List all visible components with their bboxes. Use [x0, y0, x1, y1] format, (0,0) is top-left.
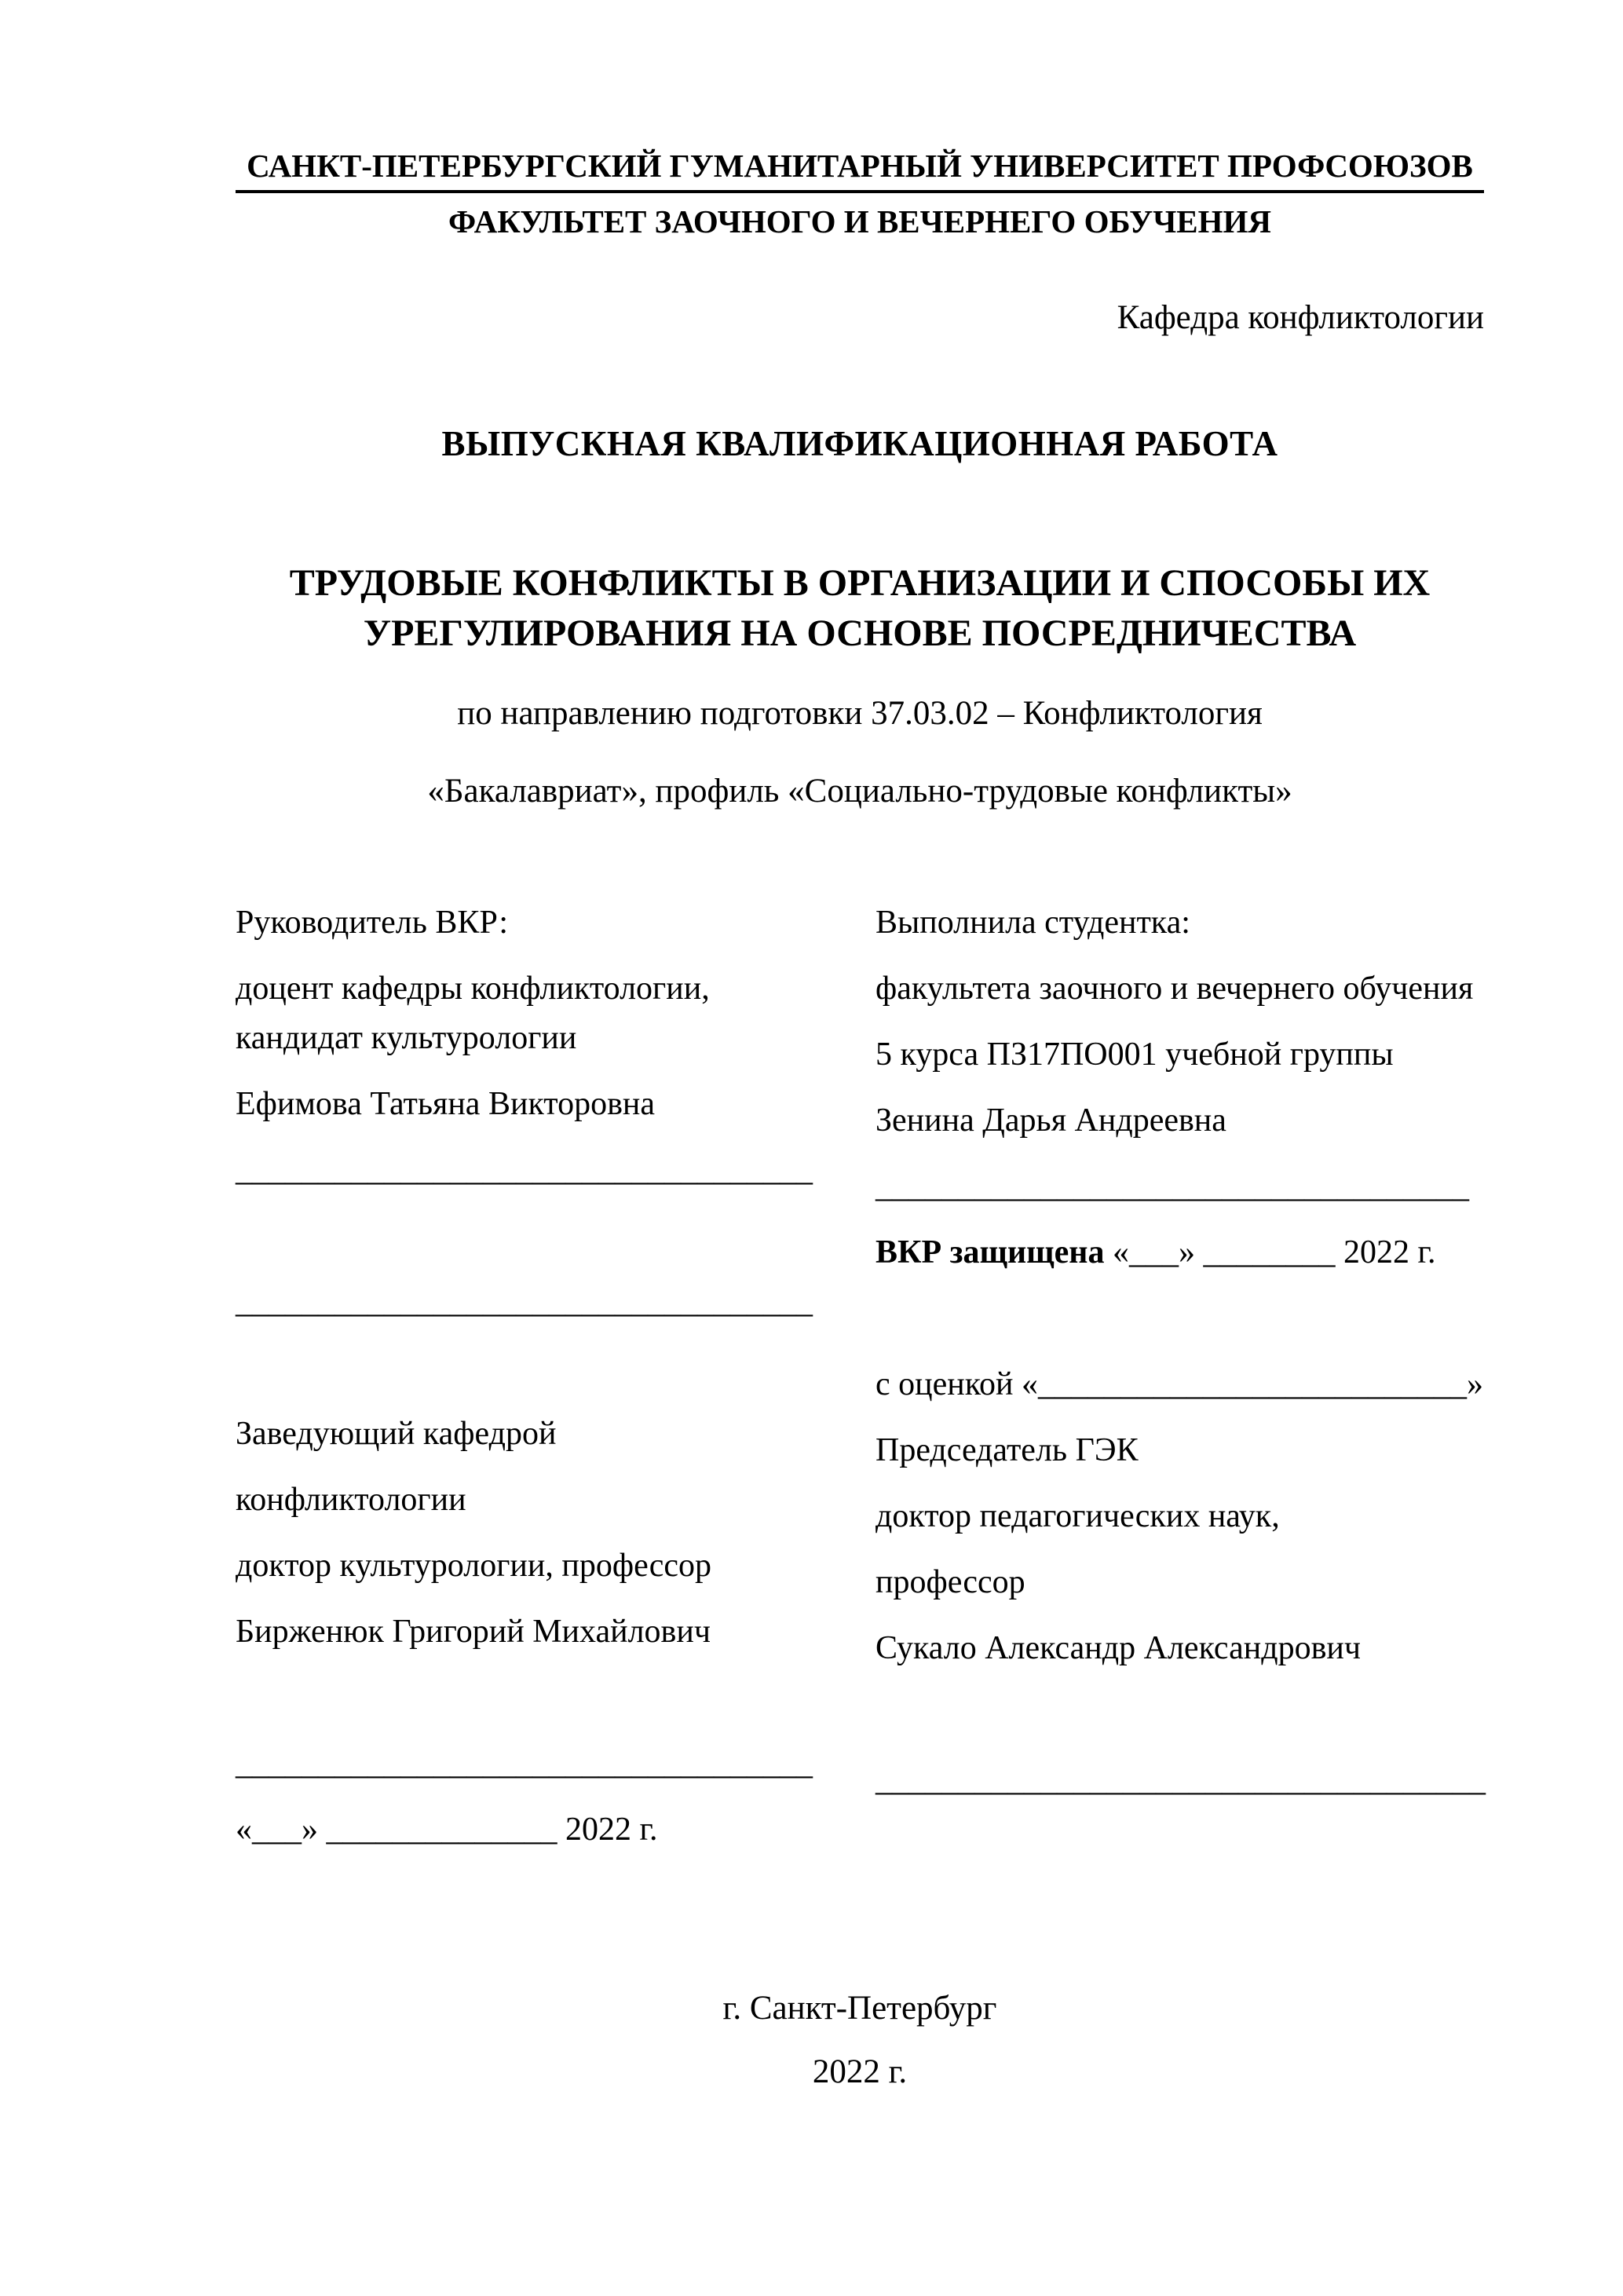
spacer	[875, 1690, 1486, 1739]
supervisor-position: доцент кафедры конфликтологии, кандидат культурологии	[236, 971, 710, 1057]
student-signature-line: ____________________________________	[875, 1168, 1469, 1205]
document-header	[236, 145, 1484, 243]
supervisor-signature-line-1: ___________________________________	[236, 1152, 813, 1189]
chair-position-line-2: профессор	[875, 1564, 1025, 1601]
student-label: Выполнила студентка:	[875, 905, 1190, 941]
head-label-line-2: конфликтологии	[236, 1482, 466, 1519]
supervisor-label: Руководитель ВКР:	[236, 905, 509, 941]
defended-label: ВКР защищена	[875, 1234, 1105, 1271]
student-faculty: факультета заочного и вечернего обучения	[875, 971, 1474, 1007]
chair-position-line-1: доктор педагогических наук,	[875, 1498, 1280, 1535]
head-position: доктор культурологии, профессор	[236, 1548, 712, 1585]
spacer	[875, 1294, 1486, 1344]
footer-city: г. Санкт-Петербург	[722, 1990, 997, 2027]
head-label-line-1: Заведующий кафедрой	[236, 1416, 557, 1453]
spacer	[236, 1673, 828, 1723]
spacer	[236, 1212, 828, 1261]
student-column	[875, 898, 1486, 1871]
head-date-line: «___» ______________ 2022 г.	[236, 1812, 658, 1848]
work-type-heading: ВЫПУСКНАЯ КВАЛИФИКАЦИОННАЯ РАБОТА	[441, 423, 1278, 463]
student-name: Зенина Дарья Андреевна	[875, 1102, 1226, 1139]
profile-line: «Бакалавриат», профиль «Социально-трудовые конфликты»	[427, 773, 1292, 810]
chair-signature-line: _____________________________________	[875, 1762, 1486, 1799]
document-footer	[236, 1989, 1484, 2091]
head-name: Бирженюк Григорий Михайлович	[236, 1614, 711, 1651]
supervisor-signature-line-2: ___________________________________	[236, 1284, 813, 1321]
grade-line: с оценкой «__________________________»	[875, 1366, 1483, 1403]
chair-name: Сукало Александр Александрович	[875, 1630, 1362, 1667]
program-line: по направлению подготовки 37.03.02 – Конфликтология	[457, 695, 1263, 733]
head-signature-line: ___________________________________	[236, 1746, 813, 1782]
chair-label: Председатель ГЭК	[875, 1432, 1139, 1469]
defended-line	[875, 1228, 1486, 1278]
thesis-title: ТРУДОВЫЕ КОНФЛИКТЫ В ОРГАНИЗАЦИИ И СПОСОБЫ ИХ УРЕГУЛИРОВАНИЯ НА ОСНОВЕ ПОСРЕДНИЧЕСТВА	[289, 561, 1431, 655]
supervisor-name: Ефимова Татьяна Викторовна	[236, 1086, 656, 1123]
student-group: 5 курса ПЗ17ПО001 учебной группы	[875, 1036, 1394, 1073]
university-name: САНКТ-ПЕТЕРБУРГСКИЙ ГУМАНИТАРНЫЙ УНИВЕРСИТЕТ ПРОФСОЮЗОВ	[236, 145, 1484, 193]
spacer	[236, 1344, 828, 1393]
supervisor-column	[236, 898, 828, 1871]
defended-rest: «___» ________ 2022 г.	[1112, 1234, 1436, 1271]
footer-year: 2022 г.	[812, 2053, 908, 2091]
department-name: Кафедра конфликтологии	[1117, 298, 1484, 336]
faculty-name: ФАКУЛЬТЕТ ЗАОЧНОГО И ВЕЧЕРНЕГО ОБУЧЕНИЯ	[448, 203, 1272, 240]
signature-columns	[236, 898, 1484, 1871]
